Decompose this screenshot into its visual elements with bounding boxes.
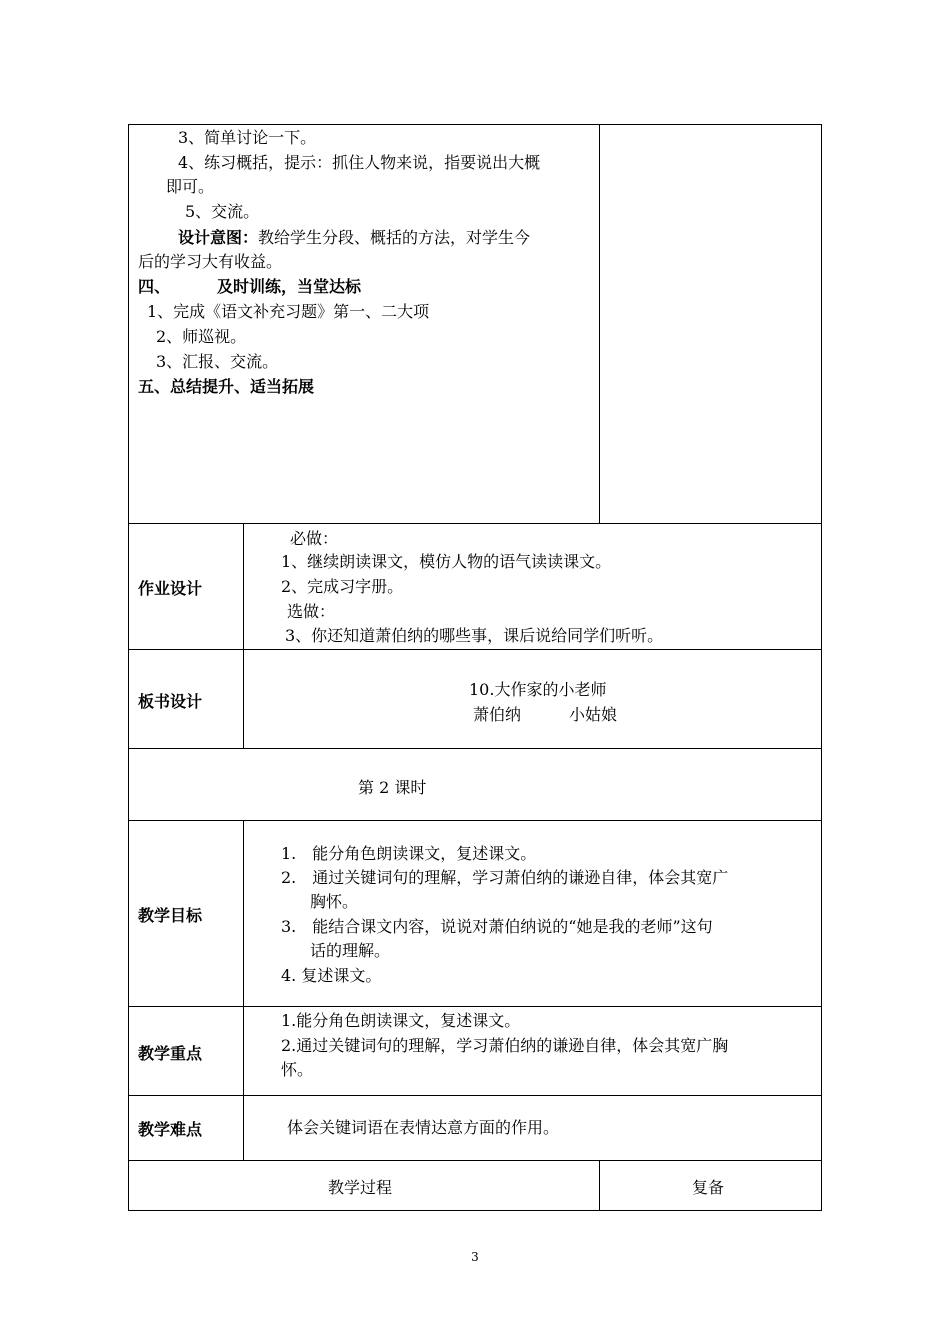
homework-line: 必做： [290,529,339,548]
step-text: 即可。 [166,177,215,196]
row-divider [128,748,822,749]
focus-line: 怀。 [281,1060,314,1079]
step-text: 5、交流。 [185,202,260,221]
goal-item: 2. 通过关键词句的理解，学习萧伯纳的谦逊自律，体会其宽广 [281,868,729,887]
homework-line: 选做： [287,602,336,621]
row-divider [128,820,822,821]
step-text: 后的学习大有收益。 [138,252,283,271]
column-divider [243,523,244,748]
goal-item: 话的理解。 [310,941,391,960]
board-left: 萧伯纳 [473,705,522,724]
focus-label: 教学重点 [138,1044,203,1063]
section-heading-4: 及时训练，当堂达标 [217,277,362,296]
board-label: 板书设计 [138,692,203,711]
row-divider [128,1160,822,1161]
goal-item: 3. 能结合课文内容，说说对萧伯纳说的“她是我的老师”这句 [281,917,713,936]
lesson-2-title: 第 2 课时 [358,778,427,797]
row-divider [128,1006,822,1007]
row-divider [128,523,822,524]
row-divider [128,649,822,650]
section-heading-5: 五、总结提升、适当拓展 [138,377,315,396]
goal-item: 1. 能分角色朗读课文，复述课文。 [281,844,537,863]
step-text: 3、简单讨论一下。 [178,128,317,147]
goals-label: 教学目标 [138,906,203,925]
design-intent-text: 教给学生分段、概括的方法，对学生今 [258,228,531,247]
focus-line: 2.通过关键词句的理解，学习萧伯纳的谦逊自律，体会其宽广胸 [281,1036,729,1055]
focus-line: 1.能分角色朗读课文，复述课文。 [281,1011,521,1030]
step-text: 2、师巡视。 [156,327,247,346]
column-divider [243,820,244,1160]
column-divider [599,1160,600,1210]
homework-line: 1、继续朗读课文，模仿人物的语气读读课文。 [281,552,612,571]
step-text: 3、汇报、交流。 [156,352,279,371]
page-number: 3 [471,1250,479,1264]
section-heading-4-num: 四、 [138,277,171,296]
homework-label: 作业设计 [138,579,203,598]
board-title: 10.大作家的小老师 [469,680,607,699]
row-divider [128,1095,822,1096]
goal-item: 胸怀。 [310,892,359,911]
step-text: 4、练习概括，提示：抓住人物来说，指要说出大概 [178,153,541,172]
board-right: 小姑娘 [569,705,618,724]
goal-item: 4. 复述课文。 [281,966,382,985]
difficulty-text: 体会关键词语在表情达意方面的作用。 [287,1118,560,1137]
design-intent [178,226,530,250]
step-text: 1、完成《语文补充习题》第一、二大项 [147,302,430,321]
review-header: 复备 [692,1178,725,1197]
homework-line: 2、完成习字册。 [281,577,404,596]
design-intent-label: 设计意图： [178,228,259,247]
column-divider [599,124,600,523]
teaching-process-header: 教学过程 [328,1178,393,1197]
homework-line: 3、你还知道萧伯纳的哪些事，课后说给同学们听听。 [285,626,664,645]
difficulty-label: 教学难点 [138,1120,203,1139]
